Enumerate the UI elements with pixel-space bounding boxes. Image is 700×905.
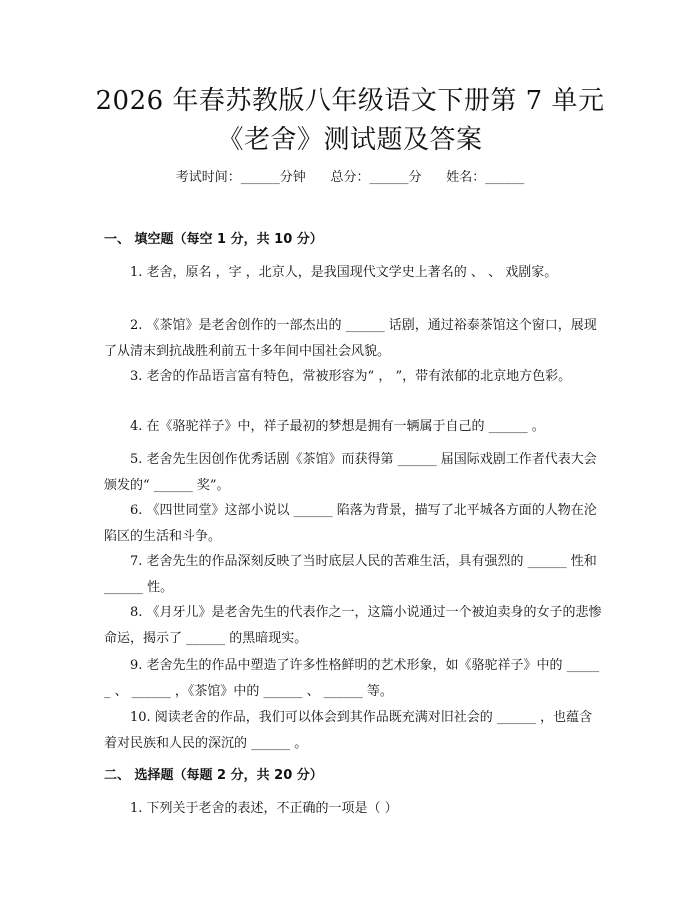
section-heading-multiple-choice: 二、 选择题（每题 2 分，共 20 分）: [104, 768, 323, 783]
question-item: 4. 在《骆驼祥子》中，祥子最初的梦想是拥有一辆属于自己的 ______ 。: [130, 419, 545, 434]
question-item: 1. 下列关于老舍的表述，不正确的一项是（ ）: [130, 801, 398, 816]
question-item: 1. 老舍，原名 ，字 ，北京人，是我国现代文学史上著名的 、 、 戏剧家。: [130, 265, 558, 280]
exam-meta: [0, 168, 700, 188]
question-item: 9. 老舍先生的作品中塑造了许多性格鲜明的艺术形象，如《骆驼祥子》中的 ______ 、 ______ ，《茶馆》中的 ______ 、 ______ 等。: [104, 658, 600, 699]
question-item: 6. 《四世同堂》这部小说以 ______ 陷落为背景，描写了北平城各方面的人物在沦陷区的生活和斗争。: [104, 503, 597, 544]
question-item: 3. 老舍的作品语言富有特色，常被形容为“ ， ”，带有浓郁的北京地方色彩。: [130, 369, 572, 384]
page-title-line1: 2026 年春苏教版八年级语文下册第 7 单元: [95, 86, 605, 116]
question-item: 2. 《茶馆》是老舍创作的一部杰出的 ______ 话剧，通过裕泰茶馆这个窗口，展现了从清末到抗战胜利前五十多年间中国社会风貌。: [104, 318, 597, 359]
question-item: 8. 《月牙儿》是老舍先生的代表作之一，这篇小说通过一个被迫卖身的女子的悲惨命运，揭示了 ______ 的黑暗现实。: [104, 605, 602, 646]
page-title-line2: 《老舍》测试题及答案: [217, 125, 483, 155]
question-item: 5. 老舍先生因创作优秀话剧《茶馆》而获得第 ______ 届国际戏剧工作者代表大会颁发的“ ______ 奖”。: [104, 452, 597, 493]
question-item: 10. 阅读老舍的作品，我们可以体会到其作品既充满对旧社会的 ______ ，也蕴含着对民族和人民的深沉的 ______ 。: [104, 710, 593, 751]
question-item: 7. 老舍先生的作品深刻反映了当时底层人民的苦难生活，具有强烈的 ______ 性和 ______ 性。: [104, 554, 597, 595]
exam-meta-text: 考试时间：______分钟 总分：______分 姓名：______: [175, 170, 525, 185]
section-heading-fill-blank: 一、 填空题（每空 1 分，共 10 分）: [104, 232, 323, 247]
